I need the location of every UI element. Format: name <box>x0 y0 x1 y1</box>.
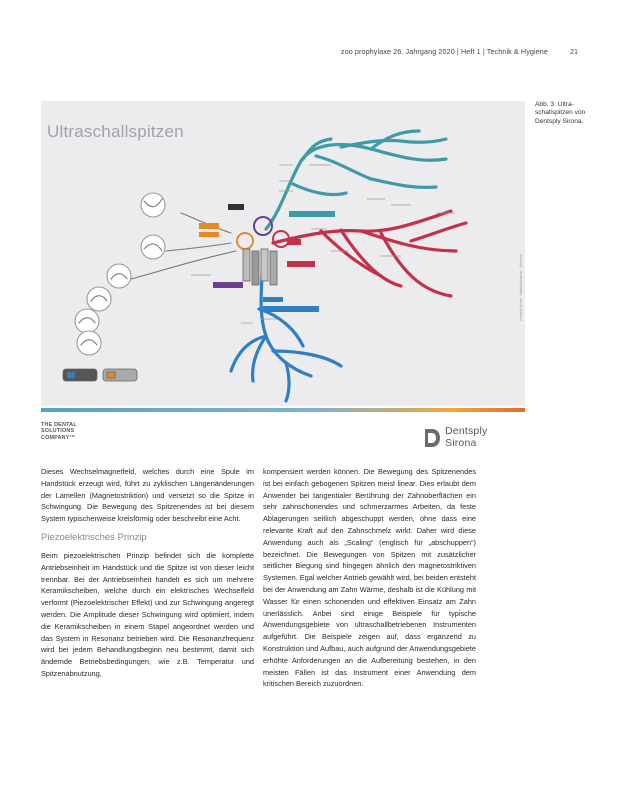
logo-line-1: Dentsply <box>445 425 488 437</box>
teal-twig-2 <box>316 156 371 179</box>
tip-detail-circle-2 <box>141 235 165 259</box>
chip-red-1 <box>287 239 301 245</box>
page-number: 21 <box>570 47 578 56</box>
left-paragraph-2: Beim piezoelektrischen Prinzip befindet sich die komplette Antriebseinheit im Handstück und die Spitze ist von dieser leicht trennbar. Bei der Antriebseinheit handelt es sich um mehrere Keramikscheiben, welche durch ein elektrisches Wechselfeld verformt (Piezoelektrischer Effekt) und zur Schwingung angeregt werden. Die Amplitude dieser Schwingung wird optimiert, indem die Keramikscheiben in einem Stapel angeordnet werden und das System in Resonanz betrieben wird. Die Resonanzfrequenz wird bei jedem Behandlungsbeginn neu bestimmt, damit sich ändernde Betriebsbedingungen, wie z.B. Temperatur und Spitzenabnutzung, <box>41 550 254 678</box>
red-twig-1 <box>361 231 456 251</box>
insert-4 <box>270 251 277 285</box>
figure-title: Ultraschallspitzen <box>47 122 184 141</box>
chip-purple <box>213 282 243 288</box>
handpiece-drawings <box>63 369 137 381</box>
right-paragraph-1: kompensiert werden können. Die Bewegung des Spitzenendes ist bei einfach gebogenen Spitzen meist linear. Dies erlaubt dem Anwender bei tangentialer Berührung der Zahnoberflächen ein sehr zahnschonendes und schmerzarmes Arbeiten, da feste Ablagerungen seitlich abgeschuppt werden, ohne dass eine relevante Kraft auf den Zahnschmelz wirkt. Daher wird diese Anwendung auch als „Scaling“ (englisch für „abschuppen“) bezeichnet. Die Bewegungen von Spitzen mit zusätzlicher seitlicher Biegung sind hingegen ähnlich den magnetostriktiven Systemen. Egal welcher Antrieb gewählt wird, bei beiden entsteht bei der Anwendung am Zahn Wärme, deshalb ist die Kühlung mit Wasser für einen schonenden und effektiven Einsatz am Zahn unerlässlich. Anbei sind einige Beispiele für typische Anwendungsgebiete von ultraschallbetriebenen Instrumenten aufgeführt. Die Beispiele zeigen auf, dass ergänzend zu Konstruktion und Aufbau, auch aufgrund der Anwendungsgebiete erhöhte Anforderungen an die Aufbereitung bestehen, in den meisten Fällen ist das Instrument einer Anwendung dem kritischen Bereich zuzuordnen. <box>263 467 476 689</box>
tip-detail-circle-3 <box>107 264 131 288</box>
chip-blue-2 <box>263 297 283 302</box>
dentsply-sirona-logo <box>423 425 523 455</box>
running-header <box>0 47 624 61</box>
brand-tagline: THE DENTAL SOLUTIONS COMPANY™ <box>41 422 77 441</box>
grey-twig-2 <box>166 243 231 251</box>
section-heading: Piezoelektrisches Prinzip <box>41 531 147 543</box>
left-tip-drawings <box>75 193 236 355</box>
chip-red-2 <box>287 261 315 267</box>
chip-blue-1 <box>263 306 319 312</box>
tip-tree-illustration <box>41 101 525 406</box>
chip-orange-1 <box>199 223 219 229</box>
tiny-label-lines <box>191 165 455 323</box>
logo-line-2: Sirona <box>445 437 477 449</box>
teal-twig-5 <box>291 183 346 195</box>
red-twig-2 <box>381 233 451 296</box>
blue-twig-2 <box>273 351 341 366</box>
body-column-left <box>41 466 254 680</box>
running-head-text: zoo prophylaxe 26. Jahrgang 2020 | Heft 1 | Technik & Hygiene <box>340 47 548 56</box>
tip-detail-circle-5 <box>75 309 99 333</box>
ultrasonic-tips-figure <box>41 101 525 406</box>
insert-1 <box>243 249 250 281</box>
blue-twig-4 <box>231 336 266 371</box>
red-twig-4 <box>411 223 466 241</box>
blue-twig-5 <box>286 363 289 401</box>
body-column-right <box>263 466 476 690</box>
blue-twig-1 <box>253 336 266 381</box>
teal-twig-4 <box>371 179 436 187</box>
blue-twig-3 <box>259 309 303 346</box>
tip-detail-circle-6 <box>77 331 101 355</box>
figure-caption: Abb. 3: Ultra-schallspitzen von Dentsply Sirona. <box>535 101 586 125</box>
figure-vertical-credit: Dentsply Sirona · Ultraschallspitzen · Übersicht <box>519 254 523 321</box>
chip-teal <box>289 211 335 217</box>
accent-gradient-bar <box>41 408 525 412</box>
blue-branch <box>231 261 341 401</box>
chip-orange-2 <box>199 232 219 237</box>
handpiece-2-band <box>107 372 115 378</box>
chip-dark <box>228 204 244 210</box>
center-inserts <box>237 217 289 285</box>
red-branch <box>273 211 466 296</box>
handpiece-1-band <box>67 372 75 378</box>
tip-detail-circle-4 <box>87 287 111 311</box>
logo-wordmark <box>445 425 487 449</box>
left-paragraph-1: Dieses Wechselmagnetfeld, welches durch eine Spule im Handstück erzeugt wird, führt zu zyklischen Längenänderungen der Lamellen (Magnetostriktion) und versetzt so die Spitze in Schwingung. Die Bewegung des Spitzenendes ist bei diesem System typischerweise kreisförmig oder beschreibt eine Acht. <box>41 467 254 524</box>
dentsply-mark-icon <box>423 427 441 449</box>
insert-3 <box>261 249 268 281</box>
blue-branch-main <box>261 261 311 376</box>
tip-detail-circle-1 <box>141 193 165 217</box>
center-ring-orange <box>237 233 253 249</box>
insert-2 <box>252 251 259 285</box>
